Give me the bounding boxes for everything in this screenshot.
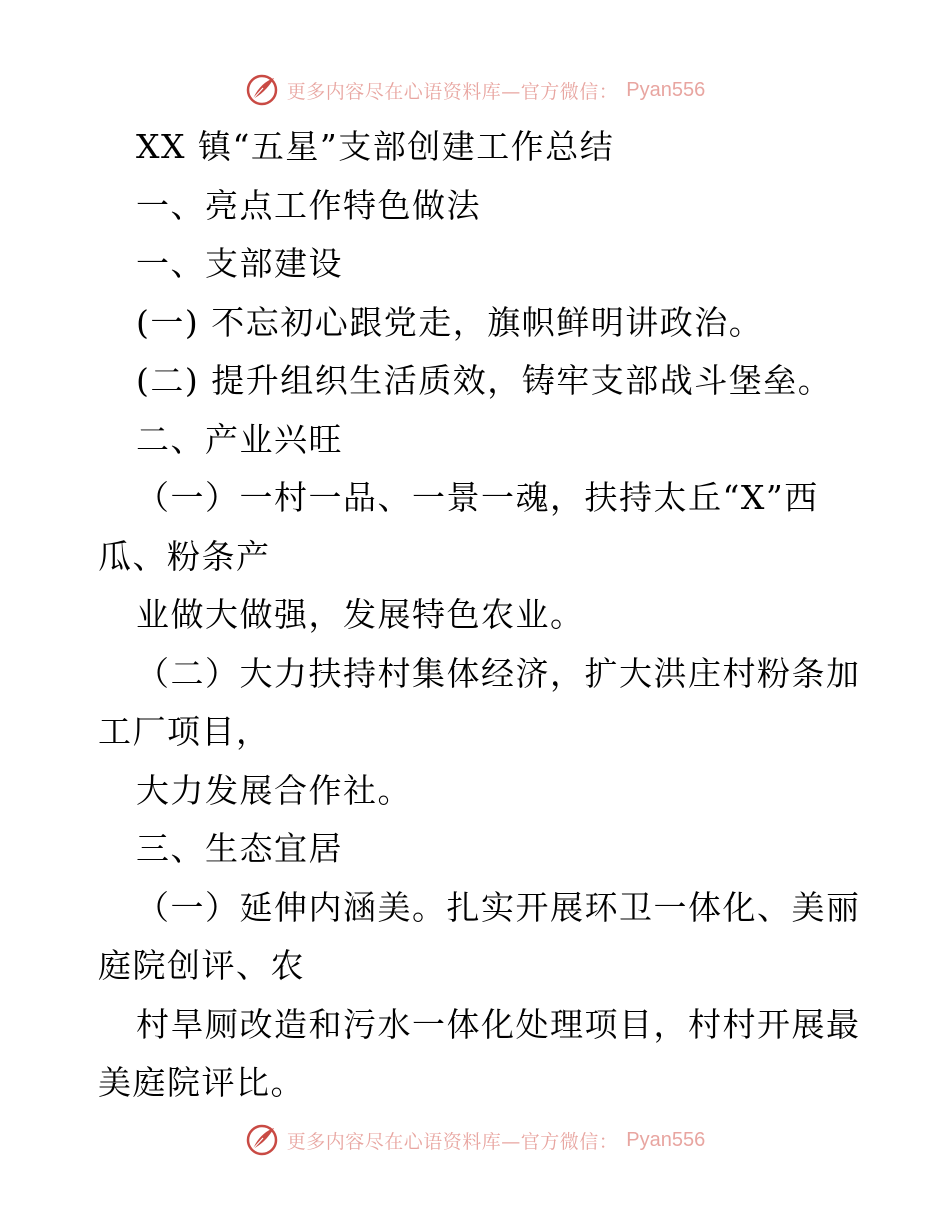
watermark-wechat-id: Pyan556 xyxy=(626,78,706,101)
paragraph-line: 工厂项目， xyxy=(98,712,271,751)
quill-feather-logo xyxy=(245,1123,279,1157)
paragraph-line: （一）一村一品、一景一魂，扶持太丘“X”西 xyxy=(136,478,819,517)
paragraph-line: （一）延伸内涵美。扎实开展环卫一体化、美丽 xyxy=(136,887,861,927)
section-heading: 三、生态宜居 xyxy=(136,829,343,868)
paragraph-line: 美庭院评比。 xyxy=(98,1063,305,1102)
watermark-text: 更多内容尽在心语资料库—官方微信： xyxy=(286,1130,619,1153)
section-heading: 一、支部建设 xyxy=(136,244,343,283)
section-heading: 二、产业兴旺 xyxy=(136,419,343,459)
paragraph-line: 瓜、粉条产 xyxy=(98,536,271,576)
watermark-wechat-id: Pyan556 xyxy=(626,1128,706,1151)
paragraph-line: 大力发展合作社。 xyxy=(136,770,412,810)
document-title: XX 镇“五星”支部创建工作总结 xyxy=(136,127,615,166)
header-watermark xyxy=(0,68,950,112)
paragraph-line: 业做大做强，发展特色农业。 xyxy=(136,595,585,634)
footer-watermark xyxy=(0,1118,950,1162)
document-body xyxy=(98,118,861,1113)
section-heading: 一、亮点工作特色做法 xyxy=(136,185,481,225)
quill-feather-logo xyxy=(245,73,279,107)
paragraph-line: (一) 不忘初心跟党走，旗帜鲜明讲政治。 xyxy=(136,302,764,342)
paragraph-line: 村旱厕改造和污水一体化处理项目，村村开展最 xyxy=(136,1004,861,1044)
paragraph-line: 庭院创评、农 xyxy=(98,946,305,985)
paragraph-line: （二）大力扶持村集体经济，扩大洪庄村粉条加 xyxy=(136,653,861,693)
watermark-text: 更多内容尽在心语资料库—官方微信： xyxy=(286,80,619,103)
paragraph-line: (二) 提升组织生活质效，铸牢支部战斗堡垒。 xyxy=(136,361,833,400)
